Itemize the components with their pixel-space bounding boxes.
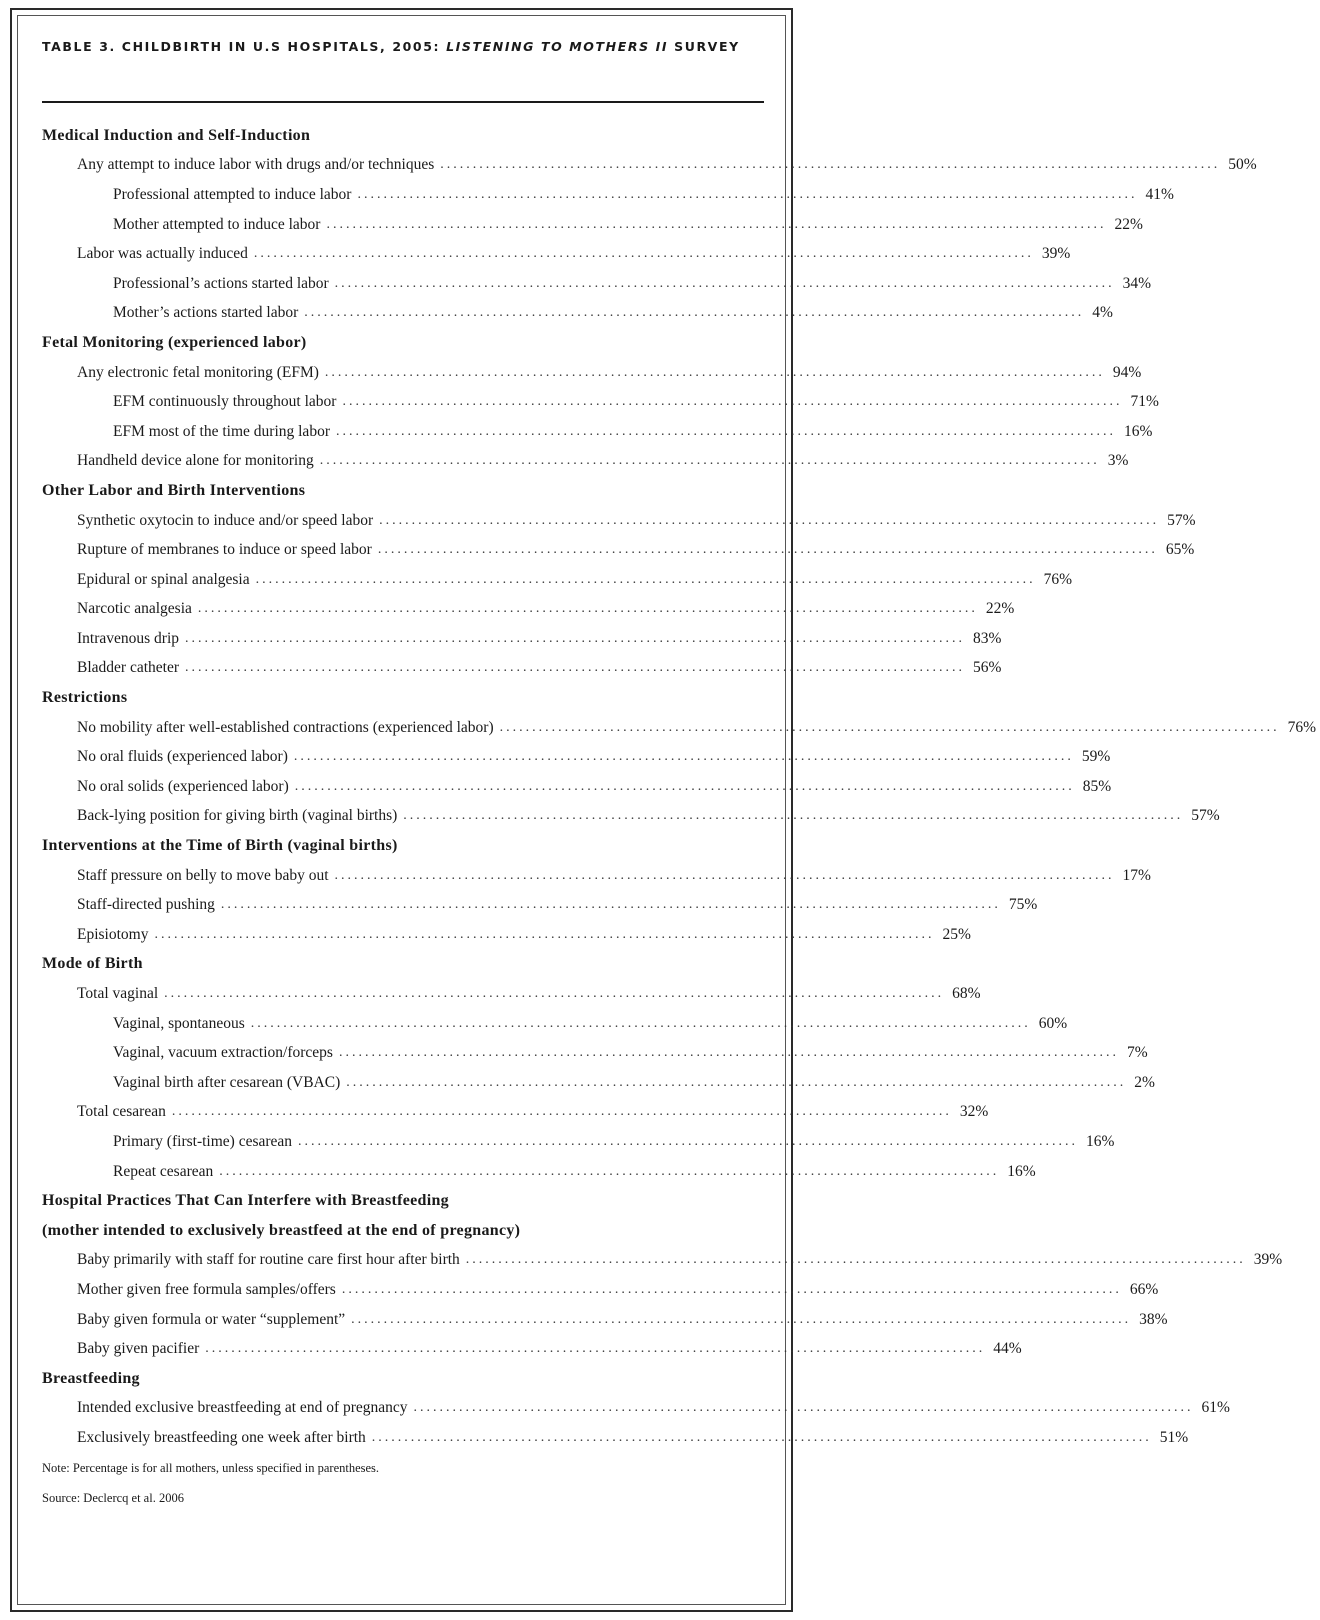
section-heading-label: Fetal Monitoring (experienced labor): [42, 333, 307, 351]
row-label: Staff pressure on belly to move baby out: [77, 866, 329, 884]
title-survey-name: LISTENING TO MOTHERS II: [446, 39, 669, 54]
table-row: [42, 151, 1257, 181]
section-heading: [42, 1216, 754, 1246]
section-heading-label: Other Labor and Birth Interventions: [42, 481, 306, 499]
row-value: 57%: [1167, 511, 1196, 529]
dot-leader: ........................................................................................................................: [164, 986, 945, 1002]
dot-leader: ........................................................................................................................: [255, 571, 1036, 587]
dot-leader: ........................................................................................................................: [219, 1163, 1000, 1179]
row-label: Intended exclusive breastfeeding at end of pregnancy: [77, 1399, 408, 1417]
dot-leader: ........................................................................................................................: [413, 1400, 1194, 1416]
dot-leader: ........................................................................................................................: [335, 423, 1116, 439]
row-value: 22%: [985, 600, 1015, 618]
row-label: Epidural or spinal analgesia: [77, 570, 250, 588]
row-value: 83%: [973, 629, 1002, 647]
table-row: [42, 299, 1113, 329]
dot-leader: ........................................................................................................................: [250, 1015, 1031, 1031]
dot-leader: ........................................................................................................................: [351, 1311, 1132, 1327]
section-heading-label: Interventions at the Time of Birth (vaginal births): [42, 837, 398, 855]
table-row: [42, 1305, 1168, 1335]
dot-leader: ........................................................................................................................: [185, 630, 966, 646]
section-heading-label: Breastfeeding: [42, 1369, 140, 1387]
dot-leader: ........................................................................................................................: [171, 1104, 952, 1120]
row-label: Repeat cesarean: [113, 1162, 214, 1180]
row-value: 68%: [952, 985, 981, 1003]
row-value: 3%: [1107, 452, 1129, 470]
dot-leader: ........................................................................................................................: [334, 275, 1115, 291]
row-label: Synthetic oxytocin to induce and/or speed labor: [77, 511, 374, 529]
section-heading: [42, 950, 754, 980]
dot-leader: ........................................................................................................................: [499, 719, 1280, 735]
table-row: [42, 742, 1111, 772]
row-label: Handheld device alone for monitoring: [77, 452, 314, 470]
table-row: [42, 506, 1196, 536]
row-value: 75%: [1008, 896, 1038, 914]
section-heading: [42, 1186, 754, 1216]
dot-leader: ........................................................................................................................: [379, 512, 1160, 528]
table-row: [42, 180, 1174, 210]
section-heading: [42, 1364, 754, 1394]
row-value: 50%: [1228, 156, 1257, 174]
section-heading-label: Mode of Birth: [42, 955, 143, 973]
dot-leader: ........................................................................................................................: [205, 1341, 986, 1357]
dot-leader: ........................................................................................................................: [324, 364, 1105, 380]
row-label: No mobility after well-established contractions (experienced labor): [77, 718, 494, 736]
table-row: [42, 1423, 1189, 1453]
row-value: 2%: [1134, 1073, 1155, 1091]
table-row: [42, 979, 981, 1009]
dot-leader: ........................................................................................................................: [403, 808, 1184, 824]
table-body: [42, 121, 1317, 1453]
row-label: Baby given pacifier: [77, 1340, 200, 1358]
row-value: 85%: [1082, 777, 1112, 795]
row-value: 17%: [1122, 866, 1151, 884]
table-row: [42, 239, 1071, 269]
dot-leader: ........................................................................................................................: [184, 660, 965, 676]
section-heading-label: Medical Induction and Self-Induction: [42, 126, 311, 144]
row-label: Baby given formula or water “supplement”: [77, 1310, 346, 1328]
row-label: Narcotic analgesia: [77, 600, 192, 618]
row-value: 59%: [1081, 748, 1111, 766]
dot-leader: ........................................................................................................................: [341, 1281, 1122, 1297]
row-value: 65%: [1165, 541, 1195, 559]
dot-leader: ........................................................................................................................: [377, 542, 1158, 558]
table-notes: [42, 1453, 742, 1513]
row-value: 57%: [1191, 807, 1220, 825]
row-label: EFM continuously throughout labor: [113, 393, 337, 411]
table-row: [42, 447, 1129, 477]
row-value: 32%: [959, 1103, 989, 1121]
title-divider: [42, 101, 764, 103]
row-value: 51%: [1159, 1428, 1189, 1446]
table-row: [42, 890, 1038, 920]
dot-leader: ........................................................................................................................: [197, 601, 978, 617]
row-label: No oral solids (experienced labor): [77, 777, 289, 795]
row-value: 94%: [1112, 363, 1142, 381]
table-row: [42, 387, 1159, 417]
table-row: [42, 1009, 1068, 1039]
section-heading-label: Restrictions: [42, 689, 128, 707]
dot-leader: ........................................................................................................................: [346, 1074, 1127, 1090]
table-row: [42, 1157, 1036, 1187]
table-row: [42, 1246, 1283, 1276]
dot-leader: ........................................................................................................................: [326, 216, 1107, 232]
table-row: [42, 269, 1152, 299]
table-row: [42, 565, 1073, 595]
dot-leader: ........................................................................................................................: [154, 926, 935, 942]
table-row: [42, 1127, 1115, 1157]
row-value: 71%: [1130, 393, 1159, 411]
row-label: Total cesarean: [77, 1103, 166, 1121]
row-value: 16%: [1007, 1162, 1036, 1180]
row-value: 39%: [1041, 245, 1071, 263]
row-value: 4%: [1092, 304, 1113, 322]
title-prefix: TABLE 3. CHILDBIRTH IN U.S HOSPITALS, 2005:: [42, 39, 447, 54]
table-row: [42, 920, 971, 950]
row-label: Professional attempted to induce labor: [113, 185, 352, 203]
row-value: 76%: [1287, 718, 1317, 736]
row-label: Mother attempted to induce labor: [113, 215, 321, 233]
table-row: [42, 210, 1143, 240]
row-label: EFM most of the time during labor: [113, 422, 330, 440]
section-heading-label: (mother intended to exclusively breastfeed at the end of pregnancy): [42, 1221, 521, 1239]
table-row: [42, 1275, 1159, 1305]
row-label: Any attempt to induce labor with drugs and/or techniques: [77, 156, 435, 174]
row-value: 66%: [1129, 1280, 1159, 1298]
row-label: No oral fluids (experienced labor): [77, 748, 288, 766]
table-row: [42, 802, 1220, 832]
section-heading: [42, 121, 754, 151]
dot-leader: ........................................................................................................................: [371, 1429, 1152, 1445]
table-row: [42, 624, 1002, 654]
row-label: Exclusively breastfeeding one week after birth: [77, 1428, 366, 1446]
row-label: Vaginal, vacuum extraction/forceps: [113, 1044, 333, 1062]
table-title: [42, 32, 762, 62]
table-row: [42, 1098, 989, 1128]
table-row: [42, 1394, 1230, 1424]
dot-leader: ........................................................................................................................: [357, 186, 1138, 202]
row-value: 7%: [1126, 1044, 1148, 1062]
table-row: [42, 1334, 1022, 1364]
dot-leader: ........................................................................................................................: [342, 394, 1123, 410]
section-heading: [42, 476, 754, 506]
table-row: [42, 772, 1112, 802]
source-text: Source: Declercq et al. 2006: [42, 1491, 184, 1505]
row-value: 76%: [1043, 570, 1073, 588]
section-heading-label: Hospital Practices That Can Interfere with Breastfeeding: [42, 1192, 449, 1210]
row-value: 22%: [1114, 215, 1143, 233]
dot-leader: ........................................................................................................................: [304, 305, 1085, 321]
dot-leader: ........................................................................................................................: [253, 246, 1034, 262]
row-value: 41%: [1145, 185, 1174, 203]
row-label: Staff-directed pushing: [77, 896, 215, 914]
dot-leader: ........................................................................................................................: [319, 453, 1100, 469]
dot-leader: ........................................................................................................................: [293, 749, 1074, 765]
row-label: Vaginal birth after cesarean (VBAC): [113, 1073, 341, 1091]
dot-leader: ........................................................................................................................: [298, 1133, 1079, 1149]
row-label: Episiotomy: [77, 925, 149, 943]
row-label: Total vaginal: [77, 985, 159, 1003]
row-value: 44%: [993, 1340, 1022, 1358]
table-row: [42, 595, 1015, 625]
row-label: Baby primarily with staff for routine care first hour after birth: [77, 1251, 460, 1269]
row-value: 16%: [1123, 422, 1153, 440]
row-value: 16%: [1086, 1132, 1115, 1150]
row-label: Vaginal, spontaneous: [113, 1014, 245, 1032]
row-value: 25%: [942, 925, 971, 943]
row-value: 34%: [1122, 274, 1152, 292]
row-label: Professional’s actions started labor: [113, 274, 329, 292]
title-suffix: SURVEY: [668, 39, 740, 54]
section-heading: [42, 831, 754, 861]
row-label: Primary (first-time) cesarean: [113, 1132, 293, 1150]
row-label: Rupture of membranes to induce or speed labor: [77, 541, 372, 559]
section-heading: [42, 328, 754, 358]
row-label: Labor was actually induced: [77, 245, 248, 263]
row-label: Intravenous drip: [77, 629, 180, 647]
table-row: [42, 654, 1002, 684]
dot-leader: ........................................................................................................................: [220, 897, 1001, 913]
note-text: Note: Percentage is for all mothers, unless specified in parentheses.: [42, 1461, 380, 1475]
row-value: 39%: [1253, 1251, 1283, 1269]
dot-leader: ........................................................................................................................: [294, 778, 1075, 794]
table-row: [42, 713, 1317, 743]
table-row: [42, 358, 1142, 388]
row-value: 38%: [1139, 1310, 1168, 1328]
row-value: 60%: [1038, 1014, 1068, 1032]
row-label: Mother given free formula samples/offers: [77, 1280, 336, 1298]
dot-leader: ........................................................................................................................: [334, 867, 1115, 883]
row-label: Bladder catheter: [77, 659, 179, 677]
table-row: [42, 535, 1195, 565]
table-row: [42, 1038, 1148, 1068]
dot-leader: ........................................................................................................................: [338, 1045, 1119, 1061]
row-label: Any electronic fetal monitoring (EFM): [77, 363, 319, 381]
table-row: [42, 861, 1151, 891]
row-label: Mother’s actions started labor: [113, 304, 299, 322]
table-row: [42, 417, 1153, 447]
section-heading: [42, 683, 754, 713]
row-value: 56%: [972, 659, 1002, 677]
dot-leader: ........................................................................................................................: [465, 1252, 1246, 1268]
dot-leader: ........................................................................................................................: [440, 157, 1221, 173]
table-row: [42, 1068, 1155, 1098]
row-label: Back-lying position for giving birth (vaginal births): [77, 807, 398, 825]
row-value: 61%: [1201, 1399, 1230, 1417]
